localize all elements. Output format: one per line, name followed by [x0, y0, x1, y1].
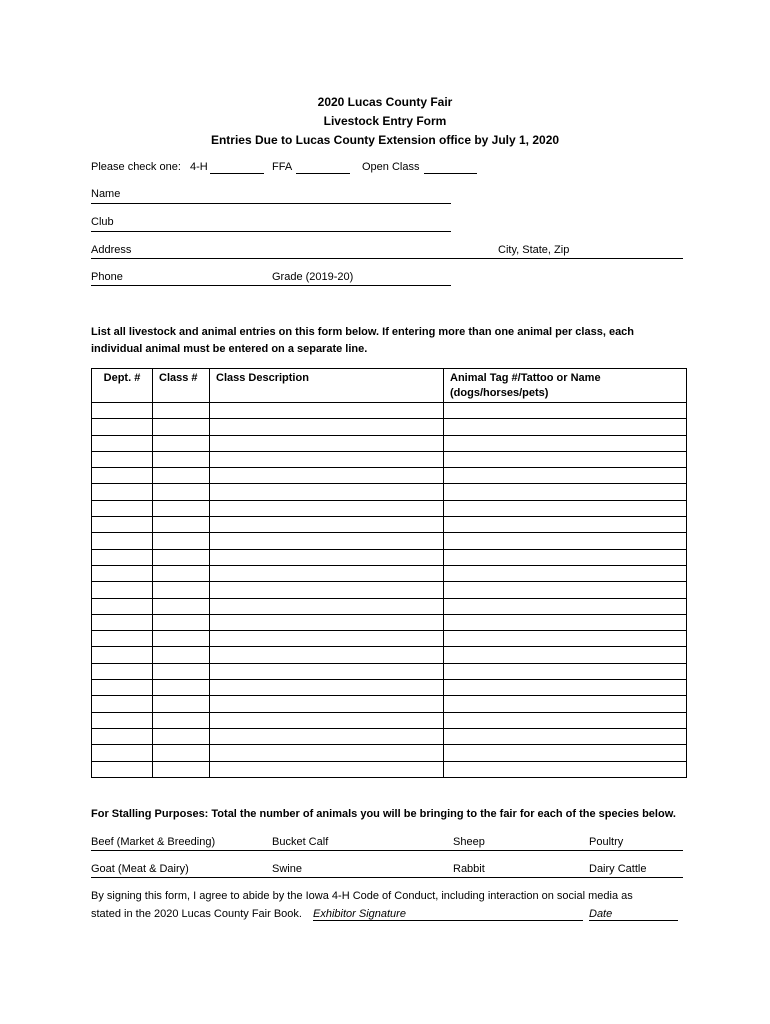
animal-tag-cell[interactable]	[444, 680, 687, 696]
dept-cell[interactable]	[92, 647, 153, 663]
stalling-heading: For Stalling Purposes: Total the number of animals you will be bringing to the fair for each of the species below.	[91, 808, 676, 820]
table-row	[92, 451, 687, 467]
dept-cell[interactable]	[92, 451, 153, 467]
header-class-description: Class Description	[210, 369, 444, 403]
animal-tag-cell[interactable]	[444, 500, 687, 516]
class-description-cell[interactable]	[210, 565, 444, 581]
class-description-cell[interactable]	[210, 696, 444, 712]
animal-tag-cell[interactable]	[444, 712, 687, 728]
class-cell[interactable]	[153, 533, 210, 549]
class-description-cell[interactable]	[210, 549, 444, 565]
animal-tag-cell[interactable]	[444, 631, 687, 647]
dept-cell[interactable]	[92, 631, 153, 647]
class-description-cell[interactable]	[210, 419, 444, 435]
check-one-prompt: Please check one:	[91, 161, 181, 173]
table-row	[92, 663, 687, 679]
date-field[interactable]	[589, 920, 678, 921]
table-row	[92, 468, 687, 484]
phone-grade-field[interactable]	[91, 285, 451, 286]
dept-cell[interactable]	[92, 696, 153, 712]
address-field[interactable]	[91, 258, 683, 259]
class-cell[interactable]	[153, 745, 210, 761]
animal-tag-cell[interactable]	[444, 403, 687, 419]
dept-cell[interactable]	[92, 419, 153, 435]
animal-tag-cell[interactable]	[444, 728, 687, 744]
option-open-class-blank[interactable]	[424, 173, 477, 174]
city-state-zip-label: City, State, Zip	[498, 244, 570, 256]
table-row	[92, 533, 687, 549]
header-dept: Dept. #	[92, 369, 153, 403]
table-row	[92, 761, 687, 777]
option-open-class-label: Open Class	[362, 161, 420, 173]
dept-cell[interactable]	[92, 484, 153, 500]
class-description-cell[interactable]	[210, 614, 444, 630]
class-description-cell[interactable]	[210, 484, 444, 500]
class-description-cell[interactable]	[210, 728, 444, 744]
class-description-cell[interactable]	[210, 451, 444, 467]
class-description-cell[interactable]	[210, 745, 444, 761]
class-description-cell[interactable]	[210, 435, 444, 451]
class-cell[interactable]	[153, 647, 210, 663]
table-row	[92, 484, 687, 500]
dept-cell[interactable]	[92, 680, 153, 696]
due-date-notice: Entries Due to Lucas County Extension office by July 1, 2020	[210, 133, 560, 147]
dept-cell[interactable]	[92, 712, 153, 728]
option-ffa-label: FFA	[272, 161, 293, 173]
table-row	[92, 614, 687, 630]
class-description-cell[interactable]	[210, 517, 444, 533]
class-cell[interactable]	[153, 403, 210, 419]
class-description-cell[interactable]	[210, 598, 444, 614]
species-poultry: Poultry	[589, 836, 624, 848]
exhibitor-signature-label: Exhibitor Signature	[313, 908, 406, 920]
form-subtitle: Livestock Entry Form	[323, 114, 447, 128]
class-cell[interactable]	[153, 549, 210, 565]
table-row	[92, 745, 687, 761]
table-row	[92, 435, 687, 451]
instructions-line2: individual animal must be entered on a separate line.	[91, 343, 368, 355]
class-description-cell[interactable]	[210, 582, 444, 598]
table-row	[92, 549, 687, 565]
class-description-cell[interactable]	[210, 761, 444, 777]
dept-cell[interactable]	[92, 598, 153, 614]
dept-cell[interactable]	[92, 500, 153, 516]
class-description-cell[interactable]	[210, 647, 444, 663]
class-description-cell[interactable]	[210, 403, 444, 419]
dept-cell[interactable]	[92, 468, 153, 484]
class-cell[interactable]	[153, 517, 210, 533]
table-row	[92, 631, 687, 647]
species-goat: Goat (Meat & Dairy)	[91, 863, 189, 875]
animal-tag-cell[interactable]	[444, 533, 687, 549]
table-row	[92, 647, 687, 663]
animal-tag-cell[interactable]	[444, 696, 687, 712]
animal-tag-cell[interactable]	[444, 582, 687, 598]
animal-tag-cell[interactable]	[444, 647, 687, 663]
class-cell[interactable]	[153, 696, 210, 712]
phone-label: Phone	[91, 271, 123, 283]
animal-tag-cell[interactable]	[444, 663, 687, 679]
class-cell[interactable]	[153, 565, 210, 581]
agreement-line1: By signing this form, I agree to abide by the Iowa 4-H Code of Conduct, including interaction on social media as	[91, 890, 633, 902]
class-cell[interactable]	[153, 680, 210, 696]
class-description-cell[interactable]	[210, 680, 444, 696]
dept-cell[interactable]	[92, 745, 153, 761]
species-dairy-cattle: Dairy Cattle	[589, 863, 647, 875]
table-row	[92, 419, 687, 435]
class-cell[interactable]	[153, 663, 210, 679]
class-description-cell[interactable]	[210, 712, 444, 728]
animal-tag-cell[interactable]	[444, 517, 687, 533]
class-cell[interactable]	[153, 419, 210, 435]
class-cell[interactable]	[153, 435, 210, 451]
dept-cell[interactable]	[92, 517, 153, 533]
animal-tag-cell[interactable]	[444, 435, 687, 451]
class-cell[interactable]	[153, 484, 210, 500]
animal-tag-cell[interactable]	[444, 565, 687, 581]
class-description-cell[interactable]	[210, 631, 444, 647]
class-cell[interactable]	[153, 761, 210, 777]
dept-cell[interactable]	[92, 435, 153, 451]
instructions-line1: List all livestock and animal entries on this form below. If entering more than one animal per class, each	[91, 326, 635, 338]
option-ffa-blank[interactable]	[296, 173, 350, 174]
dept-cell[interactable]	[92, 614, 153, 630]
exhibitor-signature-field[interactable]	[313, 920, 583, 921]
animal-tag-cell[interactable]	[444, 598, 687, 614]
table-row	[92, 712, 687, 728]
class-cell[interactable]	[153, 598, 210, 614]
class-cell[interactable]	[153, 582, 210, 598]
animal-tag-cell[interactable]	[444, 468, 687, 484]
table-row	[92, 696, 687, 712]
class-description-cell[interactable]	[210, 663, 444, 679]
table-header-row	[92, 369, 687, 403]
option-4h-blank[interactable]	[210, 173, 264, 174]
grade-label: Grade (2019-20)	[272, 271, 354, 283]
animal-tag-cell[interactable]	[444, 745, 687, 761]
species-sheep: Sheep	[453, 836, 485, 848]
dept-cell[interactable]	[92, 728, 153, 744]
table-row	[92, 565, 687, 581]
species-swine: Swine	[272, 863, 302, 875]
table-row	[92, 598, 687, 614]
name-field[interactable]	[91, 203, 451, 204]
dept-cell[interactable]	[92, 565, 153, 581]
date-label: Date	[589, 908, 613, 920]
class-cell[interactable]	[153, 468, 210, 484]
class-cell[interactable]	[153, 631, 210, 647]
animal-tag-cell[interactable]	[444, 484, 687, 500]
species-rabbit: Rabbit	[453, 863, 485, 875]
table-row	[92, 517, 687, 533]
dept-cell[interactable]	[92, 403, 153, 419]
table-row	[92, 728, 687, 744]
dept-cell[interactable]	[92, 549, 153, 565]
animal-tag-cell[interactable]	[444, 549, 687, 565]
species-row2-line[interactable]	[91, 877, 683, 878]
class-cell[interactable]	[153, 728, 210, 744]
class-cell[interactable]	[153, 451, 210, 467]
dept-cell[interactable]	[92, 582, 153, 598]
class-description-cell[interactable]	[210, 533, 444, 549]
species-beef: Beef (Market & Breeding)	[91, 836, 216, 848]
address-label: Address	[91, 244, 132, 256]
table-row	[92, 500, 687, 516]
animal-tag-cell[interactable]	[444, 614, 687, 630]
club-label: Club	[91, 216, 114, 228]
option-4h-label: 4-H	[190, 161, 208, 173]
dept-cell[interactable]	[92, 761, 153, 777]
class-description-cell[interactable]	[210, 468, 444, 484]
table-row	[92, 582, 687, 598]
dept-cell[interactable]	[92, 663, 153, 679]
animal-tag-cell[interactable]	[444, 761, 687, 777]
species-bucket-calf: Bucket Calf	[272, 836, 329, 848]
class-cell[interactable]	[153, 614, 210, 630]
class-cell[interactable]	[153, 500, 210, 516]
table-row	[92, 680, 687, 696]
header-animal-tag: Animal Tag #/Tattoo or Name (dogs/horses/pets)	[444, 369, 687, 403]
name-label: Name	[91, 188, 121, 200]
species-row1-line[interactable]	[91, 850, 683, 851]
table-row	[92, 403, 687, 419]
club-field[interactable]	[91, 231, 451, 232]
agreement-line2: stated in the 2020 Lucas County Fair Book.	[91, 908, 302, 920]
dept-cell[interactable]	[92, 533, 153, 549]
entries-table	[91, 368, 687, 778]
class-cell[interactable]	[153, 712, 210, 728]
animal-tag-cell[interactable]	[444, 451, 687, 467]
animal-tag-cell[interactable]	[444, 419, 687, 435]
form-title: 2020 Lucas County Fair	[317, 95, 453, 109]
class-description-cell[interactable]	[210, 500, 444, 516]
header-class: Class #	[153, 369, 210, 403]
